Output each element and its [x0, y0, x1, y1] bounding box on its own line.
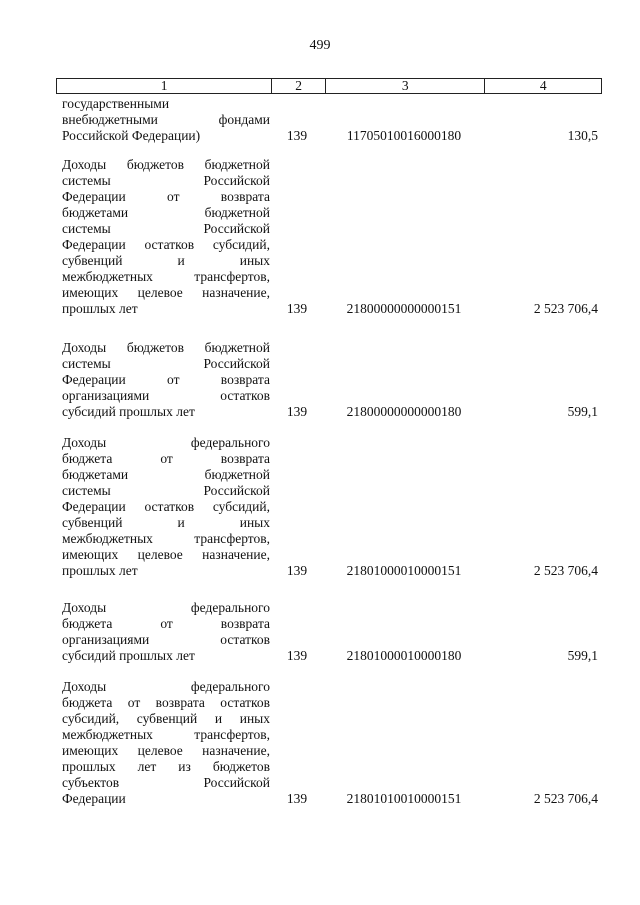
description-line: государственными — [62, 96, 170, 111]
row-code-col3: 21800000000000151 — [346, 301, 462, 316]
header-col-3: 3 — [326, 79, 485, 93]
description-line: Федерации от возврата — [62, 189, 270, 204]
description-line: Доходы бюджетов бюджетной — [62, 157, 270, 172]
row-code-col2: 139 — [286, 563, 308, 578]
row-code-col3: 21800000000000180 — [346, 404, 462, 419]
description-line: организациями остатков — [62, 388, 270, 403]
row-code-col3: 21801000010000180 — [346, 648, 462, 663]
description-line: бюджета от возврата — [62, 616, 270, 631]
row-description — [56, 96, 270, 144]
row-description — [56, 340, 270, 420]
row-code-col3: 11705010016000180 — [346, 128, 462, 143]
description-line: межбюджетных трансфертов, — [62, 269, 270, 284]
row-amount: 2 523 706,4 — [533, 301, 598, 316]
row-code-col2: 139 — [286, 404, 308, 419]
description-line: имеющих целевое назначение, — [62, 547, 270, 562]
description-line: межбюджетных трансфертов, — [62, 727, 270, 742]
row-code-col2: 139 — [286, 128, 308, 143]
table-row — [56, 600, 602, 664]
description-line: субсидий, субвенций и иных — [62, 711, 270, 726]
page-number: 499 — [309, 38, 331, 53]
description-line: Доходы федерального — [62, 600, 270, 615]
row-amount: 599,1 — [567, 648, 598, 663]
description-line: Доходы бюджетов бюджетной — [62, 340, 270, 355]
description-line: Федерации остатков субсидий, — [62, 237, 270, 252]
description-line: субсидий прошлых лет — [62, 648, 195, 663]
description-line: прошлых лет — [62, 301, 138, 316]
description-line: Российской Федерации) — [62, 128, 201, 143]
description-line: Федерации — [62, 791, 126, 806]
table-row — [56, 340, 602, 420]
description-line: субъектов Российской — [62, 775, 270, 790]
description-line: субвенций и иных — [62, 515, 270, 530]
description-line: межбюджетных трансфертов, — [62, 531, 270, 546]
description-line: Федерации от возврата — [62, 372, 270, 387]
description-line: системы Российской — [62, 356, 270, 371]
row-description — [56, 435, 270, 579]
header-col-4: 4 — [539, 78, 547, 93]
description-line: бюджета от возврата остатков — [62, 695, 270, 710]
table-row — [56, 157, 602, 317]
table-row — [56, 679, 602, 807]
description-line: бюджетами бюджетной — [62, 205, 270, 220]
description-line: прошлых лет — [62, 563, 138, 578]
description-line: внебюджетными фондами — [62, 112, 270, 127]
row-description — [56, 679, 270, 807]
table-header — [56, 78, 602, 94]
description-line: системы Российской — [62, 221, 270, 236]
row-amount: 2 523 706,4 — [533, 791, 598, 806]
table-row — [56, 435, 602, 579]
description-line: субсидий прошлых лет — [62, 404, 195, 419]
row-amount: 130,5 — [567, 128, 598, 143]
header-col-2: 2 — [272, 79, 326, 93]
row-code-col2: 139 — [286, 648, 308, 663]
row-code-col3: 21801000010000151 — [346, 563, 462, 578]
row-description — [56, 600, 270, 664]
description-line: субвенций и иных — [62, 253, 270, 268]
description-line: прошлых лет из бюджетов — [62, 759, 270, 774]
header-col-1: 1 — [57, 79, 272, 93]
description-line: организациями остатков — [62, 632, 270, 647]
row-code-col2: 139 — [286, 301, 308, 316]
description-line: имеющих целевое назначение, — [62, 285, 270, 300]
description-line: бюджетами бюджетной — [62, 467, 270, 482]
description-line: бюджета от возврата — [62, 451, 270, 466]
row-code-col2: 139 — [286, 791, 308, 806]
row-amount: 2 523 706,4 — [533, 563, 598, 578]
description-line: системы Российской — [62, 483, 270, 498]
description-line: имеющих целевое назначение, — [62, 743, 270, 758]
table-row — [56, 96, 602, 144]
description-line: Доходы федерального — [62, 435, 270, 450]
row-description — [56, 157, 270, 317]
description-line: системы Российской — [62, 173, 270, 188]
description-line: Доходы федерального — [62, 679, 270, 694]
row-amount: 599,1 — [567, 404, 598, 419]
description-line: Федерации остатков субсидий, — [62, 499, 270, 514]
row-code-col3: 21801010010000151 — [346, 791, 462, 806]
